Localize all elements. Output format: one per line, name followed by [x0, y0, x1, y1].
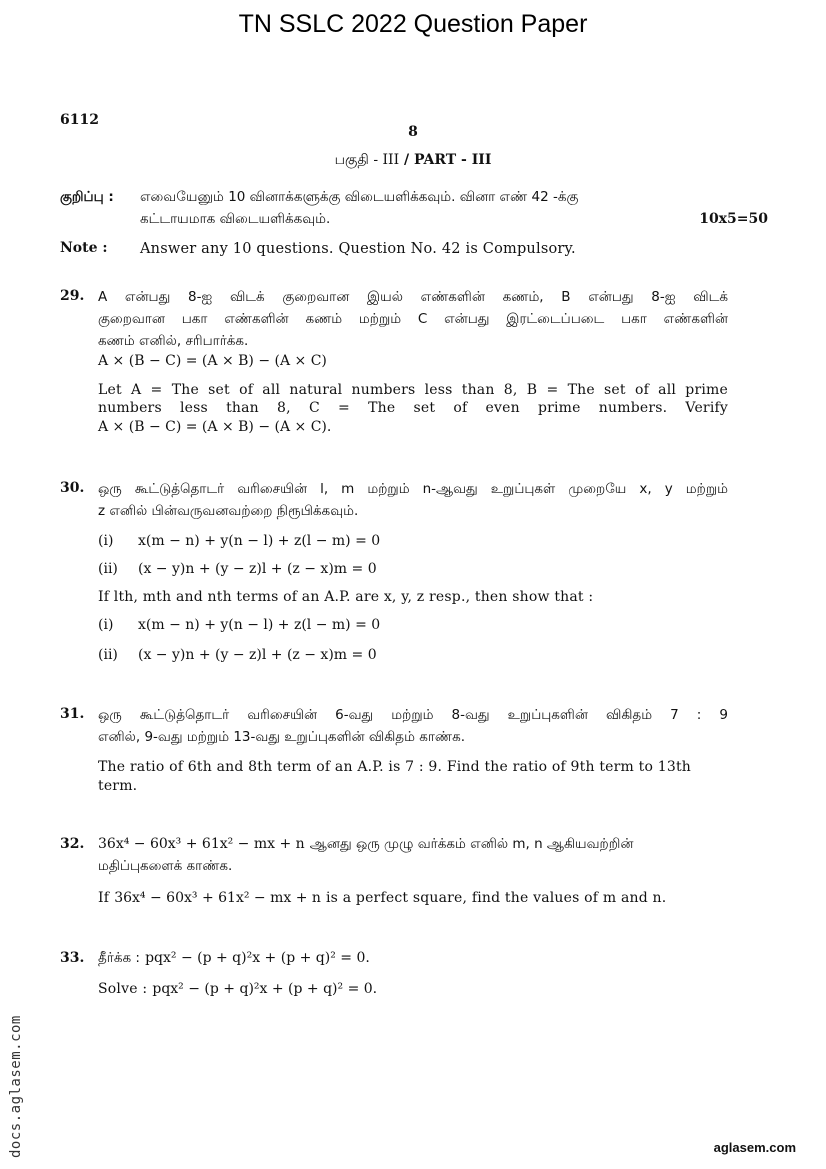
item-equation: x(m − n) + y(n − l) + z(l − m) = 0 — [138, 533, 381, 549]
question-32-tamil-text: ஆனது ஒரு முழு வர்க்கம் எனில் m, n ஆகியவற்றின் — [309, 836, 634, 852]
english-prefix: If — [98, 890, 110, 906]
paper-code: 6112 — [60, 112, 99, 128]
footer-brand: aglasem.com — [713, 1140, 796, 1155]
question-31-english-line2: term. — [98, 778, 138, 794]
question-30-tamil-item — [98, 530, 728, 552]
tamil-prefix: தீர்க்க : — [98, 950, 140, 966]
question-30-tamil-item — [98, 558, 728, 580]
question-33-english — [98, 978, 728, 1000]
marks-allocation: 10x5=50 — [699, 211, 768, 227]
part-heading-separator: / — [399, 152, 414, 168]
part-heading-english: PART - III — [413, 152, 492, 168]
part-heading-tamil: பகுதி - III — [334, 152, 400, 168]
question-29-tamil-line2: குறைவான பகா எண்களின் கணம் மற்றும் C என்பது இரட்டைப்படை பகா எண்களின் — [98, 311, 728, 327]
english-suffix: is a perfect square, find the values of m and n. — [326, 890, 667, 906]
question-29-tamil-line3: கணம் எனில், சரிபார்க்க. — [98, 333, 249, 349]
question-31-tamil-line1: ஒரு கூட்டுத்தொடர் வரிசையின் 6-வது மற்றும் 8-வது உறுப்புகளின் விகிதம் 7 : 9 — [98, 707, 728, 723]
item-equation: (x − y)n + (y − z)l + (z − x)m = 0 — [138, 647, 377, 663]
question-33-tamil — [98, 947, 728, 969]
question-30-tamil-line1: ஒரு கூட்டுத்தொடர் வரிசையின் l, m மற்றும் n-ஆவது உறுப்புகள் முறையே x, y மற்றும் — [98, 481, 728, 497]
page-number: 8 — [408, 124, 418, 140]
tamil-instruction-label: குறிப்பு : — [60, 189, 114, 205]
question-29-english-line2: numbers less than 8, C = The set of even prime numbers. Verify — [98, 400, 728, 416]
question-30-tamil-line2: z எனில் பின்வருவனவற்றை நிரூபிக்கவும். — [98, 503, 359, 519]
note-label: Note : — [60, 240, 108, 256]
item-equation: (x − y)n + (y − z)l + (z − x)m = 0 — [138, 561, 377, 577]
english-prefix: Solve : — [98, 981, 148, 997]
question-29-english-line1: Let A = The set of all natural numbers less than 8, B = The set of all prime — [98, 382, 728, 398]
question-31-english-line1: The ratio of 6th and 8th term of an A.P. is 7 : 9. Find the ratio of 9th term to 13th — [98, 759, 692, 775]
item-equation: x(m − n) + y(n − l) + z(l − m) = 0 — [138, 617, 381, 633]
item-label: (ii) — [98, 561, 118, 577]
question-30-english-intro: If lth, mth and nth terms of an A.P. are x, y, z resp., then show that : — [98, 589, 594, 605]
equation: pqx² − (p + q)²x + (p + q)² = 0. — [152, 981, 378, 997]
question-32-tamil-line1 — [98, 833, 728, 855]
item-label: (ii) — [98, 647, 118, 663]
question-29-tamil-formula: A × (B − C) = (A × B) − (A × C) — [98, 353, 327, 369]
equation: pqx² − (p + q)²x + (p + q)² = 0. — [145, 950, 370, 966]
side-watermark: docs.aglasem.com — [8, 1015, 24, 1158]
polynomial: 36x⁴ − 60x³ + 61x² − mx + n — [98, 836, 305, 852]
question-29-english-formula: A × (B − C) = (A × B) − (A × C). — [98, 419, 332, 435]
question-number: 29. — [60, 288, 85, 304]
part-heading — [0, 152, 826, 170]
page-banner-title: TN SSLC 2022 Question Paper — [238, 10, 588, 38]
question-31-tamil-line2: எனில், 9-வது மற்றும் 13-வது உறுப்புகளின் விகிதம் காண்க. — [98, 729, 466, 745]
question-32-english — [98, 887, 728, 909]
question-number: 33. — [60, 950, 85, 966]
tamil-instruction-line1: எவையேனும் 10 வினாக்களுக்கு விடையளிக்கவும். வினா எண் 42 -க்கு — [140, 189, 579, 205]
item-label: (i) — [98, 617, 114, 633]
question-number: 30. — [60, 480, 85, 496]
question-number: 31. — [60, 706, 85, 722]
question-32-tamil-line2: மதிப்புகளைக் காண்க. — [98, 858, 233, 874]
polynomial: 36x⁴ − 60x³ + 61x² − mx + n — [114, 890, 321, 906]
question-30-english-item — [98, 614, 728, 636]
question-number: 32. — [60, 836, 85, 852]
question-29-tamil-line1: A என்பது 8-ஐ விடக் குறைவான இயல் எண்களின் கணம், B என்பது 8-ஐ விடக் — [98, 289, 728, 305]
note-text: Answer any 10 questions. Question No. 42 is Compulsory. — [140, 241, 576, 257]
item-label: (i) — [98, 533, 114, 549]
question-30-english-item — [98, 644, 728, 666]
tamil-instruction-line2: கட்டாயமாக விடையளிக்கவும். — [140, 211, 331, 227]
